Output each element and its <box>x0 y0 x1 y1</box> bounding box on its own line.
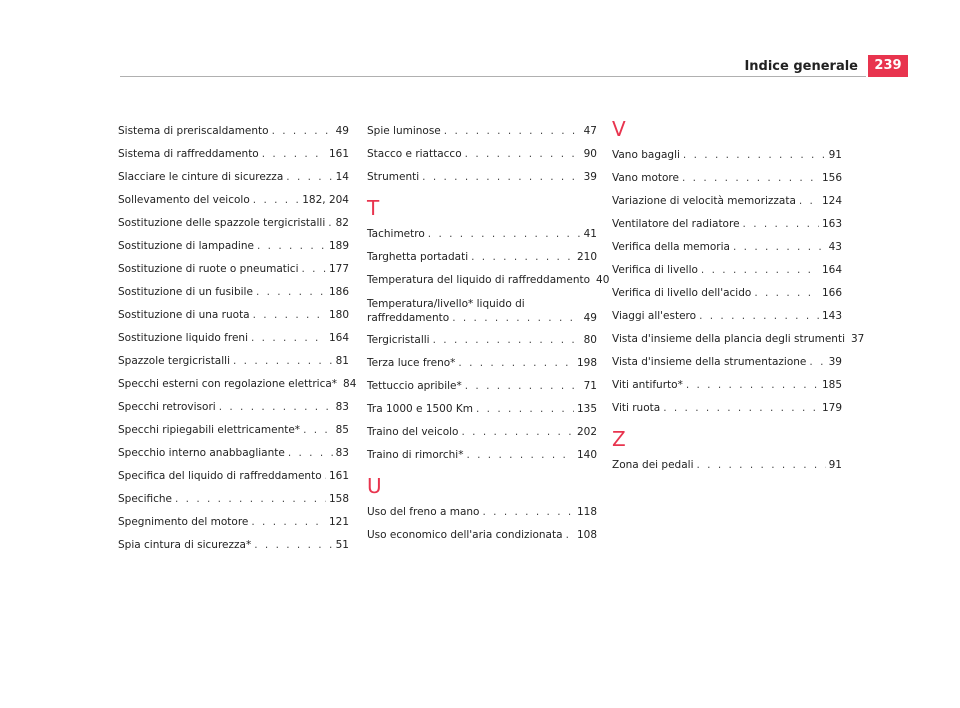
entry-page: 164 <box>328 332 349 344</box>
entry-page: 47 <box>583 125 597 137</box>
entry-page: 82 <box>335 217 349 229</box>
entry-page: 81 <box>335 355 349 367</box>
index-entry <box>367 246 597 269</box>
dot-leader <box>466 444 574 467</box>
dot-leader <box>251 511 326 534</box>
entry-page: 143 <box>821 310 842 322</box>
entry-page: 49 <box>583 312 597 324</box>
index-entry <box>612 236 842 259</box>
dot-leader <box>303 419 333 442</box>
dot-leader <box>433 329 581 352</box>
entry-text: Sostituzione liquido freni <box>118 332 248 344</box>
entry-text: Vano motore <box>612 172 679 184</box>
dot-leader <box>482 501 573 524</box>
dot-leader <box>699 305 819 328</box>
index-entry <box>367 444 597 467</box>
index-entry <box>367 143 597 166</box>
entry-group-z <box>612 454 842 477</box>
entry-page: 80 <box>583 334 597 346</box>
entry-text: Traino del veicolo <box>367 426 459 438</box>
entry-text: Sostituzione di lampadine <box>118 240 254 252</box>
dot-leader <box>471 246 574 269</box>
entry-text: Traino di rimorchi* <box>367 449 464 461</box>
entry-page: 161 <box>328 148 349 160</box>
entry-text: Variazione di velocità memorizzata <box>612 195 796 207</box>
index-entry <box>118 396 349 419</box>
entry-text: Uso del freno a mano <box>367 506 480 518</box>
entry-page: 156 <box>821 172 842 184</box>
dot-leader <box>262 143 326 166</box>
entry-text: Zona dei pedali <box>612 459 694 471</box>
dot-leader <box>286 166 332 189</box>
index-entry <box>612 259 842 282</box>
dot-leader <box>288 442 333 465</box>
entry-page: 186 <box>328 286 349 298</box>
index-entry <box>118 350 349 373</box>
index-entry <box>367 120 597 143</box>
entry-page: 83 <box>335 401 349 413</box>
index-entry <box>612 167 842 190</box>
entry-page: 177 <box>328 263 349 275</box>
entry-page: 124 <box>821 195 842 207</box>
index-entry <box>118 419 349 442</box>
index-entry <box>118 189 349 212</box>
dot-leader <box>175 488 326 511</box>
entry-text-line2: raffreddamento <box>367 312 450 324</box>
dot-leader <box>733 236 826 259</box>
dot-leader <box>701 259 819 282</box>
entry-page: 90 <box>583 148 597 160</box>
entry-page: 40 <box>596 274 610 286</box>
dot-leader <box>682 167 819 190</box>
entry-page: 161 <box>328 470 349 482</box>
entry-page: 37 <box>851 333 865 345</box>
entry-page: 135 <box>576 403 597 415</box>
entry-text: Sostituzione delle spazzole tergicristalli <box>118 217 326 229</box>
entry-text: Sollevamento del veicolo <box>118 194 250 206</box>
index-entry <box>118 488 349 511</box>
dot-leader <box>696 454 825 477</box>
index-entry <box>118 373 357 396</box>
dot-leader <box>465 143 581 166</box>
index-entry <box>612 328 865 351</box>
entry-text: Vista d'insieme della plancia degli strumenti <box>612 333 845 345</box>
index-entry <box>118 212 349 235</box>
entry-text: Viaggi all'estero <box>612 310 697 322</box>
entry-text: Slacciare le cinture di sicurezza <box>118 171 284 183</box>
entry-page: 163 <box>821 218 842 230</box>
index-entry <box>118 166 349 189</box>
index-entry <box>367 501 597 524</box>
dot-leader <box>799 190 819 213</box>
index-entry <box>367 352 597 375</box>
index-entry <box>612 374 842 397</box>
entry-group-t-b <box>367 329 597 467</box>
dot-leader <box>428 223 581 246</box>
entry-text: Stacco e riattacco <box>367 148 462 160</box>
entry-page: 166 <box>821 287 842 299</box>
index-column-3 <box>612 117 865 477</box>
entry-text: Temperatura del liquido di raffreddamento <box>367 274 591 286</box>
entry-page: 43 <box>828 241 842 253</box>
index-entry <box>367 329 597 352</box>
entry-page: 179 <box>821 402 842 414</box>
index-entry <box>118 442 349 465</box>
entry-group-s <box>367 120 597 189</box>
dot-leader <box>251 327 326 350</box>
entry-page: 189 <box>328 240 349 252</box>
entry-page: 84 <box>343 378 357 390</box>
entry-text-line1: Temperatura/livello* liquido di <box>367 298 525 310</box>
entry-text: Spie luminose <box>367 125 441 137</box>
index-entry <box>367 421 597 444</box>
entry-text: Sistema di preriscaldamento <box>118 125 269 137</box>
dot-leader <box>325 465 326 488</box>
dot-leader <box>743 213 819 236</box>
entry-group-v <box>612 144 865 420</box>
index-entry <box>612 213 842 236</box>
entry-page: 49 <box>335 125 349 137</box>
entry-text: Specifiche <box>118 493 172 505</box>
dot-leader <box>219 396 333 419</box>
entry-text: Specchio interno anabbagliante <box>118 447 285 459</box>
entry-page: 71 <box>583 380 597 392</box>
dot-leader <box>663 397 819 420</box>
dot-leader <box>254 534 332 557</box>
entry-group-u <box>367 501 597 547</box>
index-entry <box>118 465 349 488</box>
entry-page: 182, 204 <box>302 194 349 206</box>
index-entry <box>367 292 597 329</box>
entry-text: Tergicristalli <box>367 334 430 346</box>
entry-page: 91 <box>828 149 842 161</box>
index-entry <box>118 120 349 143</box>
index-entry <box>612 190 842 213</box>
index-entry <box>118 281 349 304</box>
page-number-badge: 239 <box>868 55 908 77</box>
dot-leader <box>465 375 581 398</box>
index-entry <box>118 143 349 166</box>
dot-leader <box>272 120 333 143</box>
entry-page: 108 <box>576 529 597 541</box>
entry-text: Verifica della memoria <box>612 241 730 253</box>
dot-leader <box>444 120 581 143</box>
dot-leader <box>452 311 580 325</box>
entry-page: 180 <box>328 309 349 321</box>
entry-page: 185 <box>821 379 842 391</box>
index-entry <box>612 144 842 167</box>
dot-leader <box>476 398 574 421</box>
entry-page: 14 <box>335 171 349 183</box>
dot-leader <box>256 281 326 304</box>
entry-text: Sostituzione di un fusibile <box>118 286 253 298</box>
entry-page: 121 <box>328 516 349 528</box>
entry-text: Specchi esterni con regolazione elettrica* <box>118 378 338 390</box>
entry-text: Verifica di livello dell'acido <box>612 287 752 299</box>
entry-group-t-a <box>367 223 610 292</box>
dot-leader <box>328 212 332 235</box>
entry-text: Sostituzione di una ruota <box>118 309 250 321</box>
index-entry <box>118 511 349 534</box>
entry-page: 118 <box>576 506 597 518</box>
dot-leader <box>257 235 326 258</box>
entry-text: Spegnimento del motore <box>118 516 249 528</box>
index-entry <box>118 235 349 258</box>
index-entry <box>612 351 842 374</box>
entry-page: 85 <box>335 424 349 436</box>
entry-page: 164 <box>821 264 842 276</box>
section-letter-z: Z <box>612 427 626 451</box>
dot-leader <box>809 351 825 374</box>
entry-text: Specifica del liquido di raffreddamento <box>118 470 322 482</box>
index-entry <box>118 327 349 350</box>
section-letter-u: U <box>367 474 382 498</box>
dot-leader <box>253 304 326 327</box>
page-header <box>120 55 908 77</box>
entry-text: Targhetta portadati <box>367 251 469 263</box>
entry-text: Uso economico dell'aria condizionata <box>367 529 563 541</box>
dot-leader <box>566 524 574 547</box>
header-rule <box>120 76 866 77</box>
entry-text: Tettuccio apribile* <box>367 380 462 392</box>
dot-leader <box>686 374 819 397</box>
entry-text: Terza luce freno* <box>367 357 456 369</box>
index-entry <box>118 534 349 557</box>
entry-text: Vista d'insieme della strumentazione <box>612 356 807 368</box>
index-column-2 <box>367 120 610 547</box>
dot-leader <box>422 166 580 189</box>
index-entry <box>367 524 597 547</box>
dot-leader <box>253 189 299 212</box>
index-entry <box>612 305 842 328</box>
dot-leader <box>683 144 826 167</box>
entry-page: 202 <box>576 426 597 438</box>
entry-text: Viti antifurto* <box>612 379 683 391</box>
index-entry <box>367 166 597 189</box>
index-entry <box>118 258 349 281</box>
entry-text: Vano bagagli <box>612 149 680 161</box>
entry-page: 39 <box>828 356 842 368</box>
index-entry <box>612 282 842 305</box>
index-entry <box>612 397 842 420</box>
index-column-1 <box>118 120 357 557</box>
entry-page: 210 <box>576 251 597 263</box>
entry-text: Verifica di livello <box>612 264 698 276</box>
index-entry <box>367 375 597 398</box>
entry-page: 158 <box>328 493 349 505</box>
entry-page: 41 <box>583 228 597 240</box>
section-letter-v: V <box>612 117 626 141</box>
section-letter-t: T <box>367 196 380 220</box>
entry-text: Specchi ripiegabili elettricamente* <box>118 424 301 436</box>
page-title: Indice generale <box>744 59 858 74</box>
entry-text: Sostituzione di ruote o pneumatici <box>118 263 299 275</box>
index-entry <box>612 454 842 477</box>
entry-text: Tachimetro <box>367 228 425 240</box>
entry-text: Viti ruota <box>612 402 661 414</box>
dot-leader <box>461 421 573 444</box>
dot-leader <box>754 282 819 305</box>
index-entry <box>367 398 597 421</box>
entry-page: 140 <box>576 449 597 461</box>
entry-page: 39 <box>583 171 597 183</box>
entry-page: 83 <box>335 447 349 459</box>
entry-page: 91 <box>828 459 842 471</box>
entry-text: Sistema di raffreddamento <box>118 148 259 160</box>
entry-text: Tra 1000 e 1500 Km <box>367 403 473 415</box>
entry-text: Strumenti <box>367 171 420 183</box>
index-entry <box>118 304 349 327</box>
entry-text: Spia cintura di sicurezza* <box>118 539 252 551</box>
dot-leader <box>301 258 325 281</box>
index-entry <box>367 269 610 292</box>
dot-leader <box>233 350 333 373</box>
entry-page: 198 <box>576 357 597 369</box>
entry-text: Spazzole tergicristalli <box>118 355 230 367</box>
dot-leader <box>458 352 574 375</box>
entry-text: Specchi retrovisori <box>118 401 216 413</box>
entry-page: 51 <box>335 539 349 551</box>
index-entry <box>367 223 597 246</box>
entry-text: Ventilatore del radiatore <box>612 218 740 230</box>
